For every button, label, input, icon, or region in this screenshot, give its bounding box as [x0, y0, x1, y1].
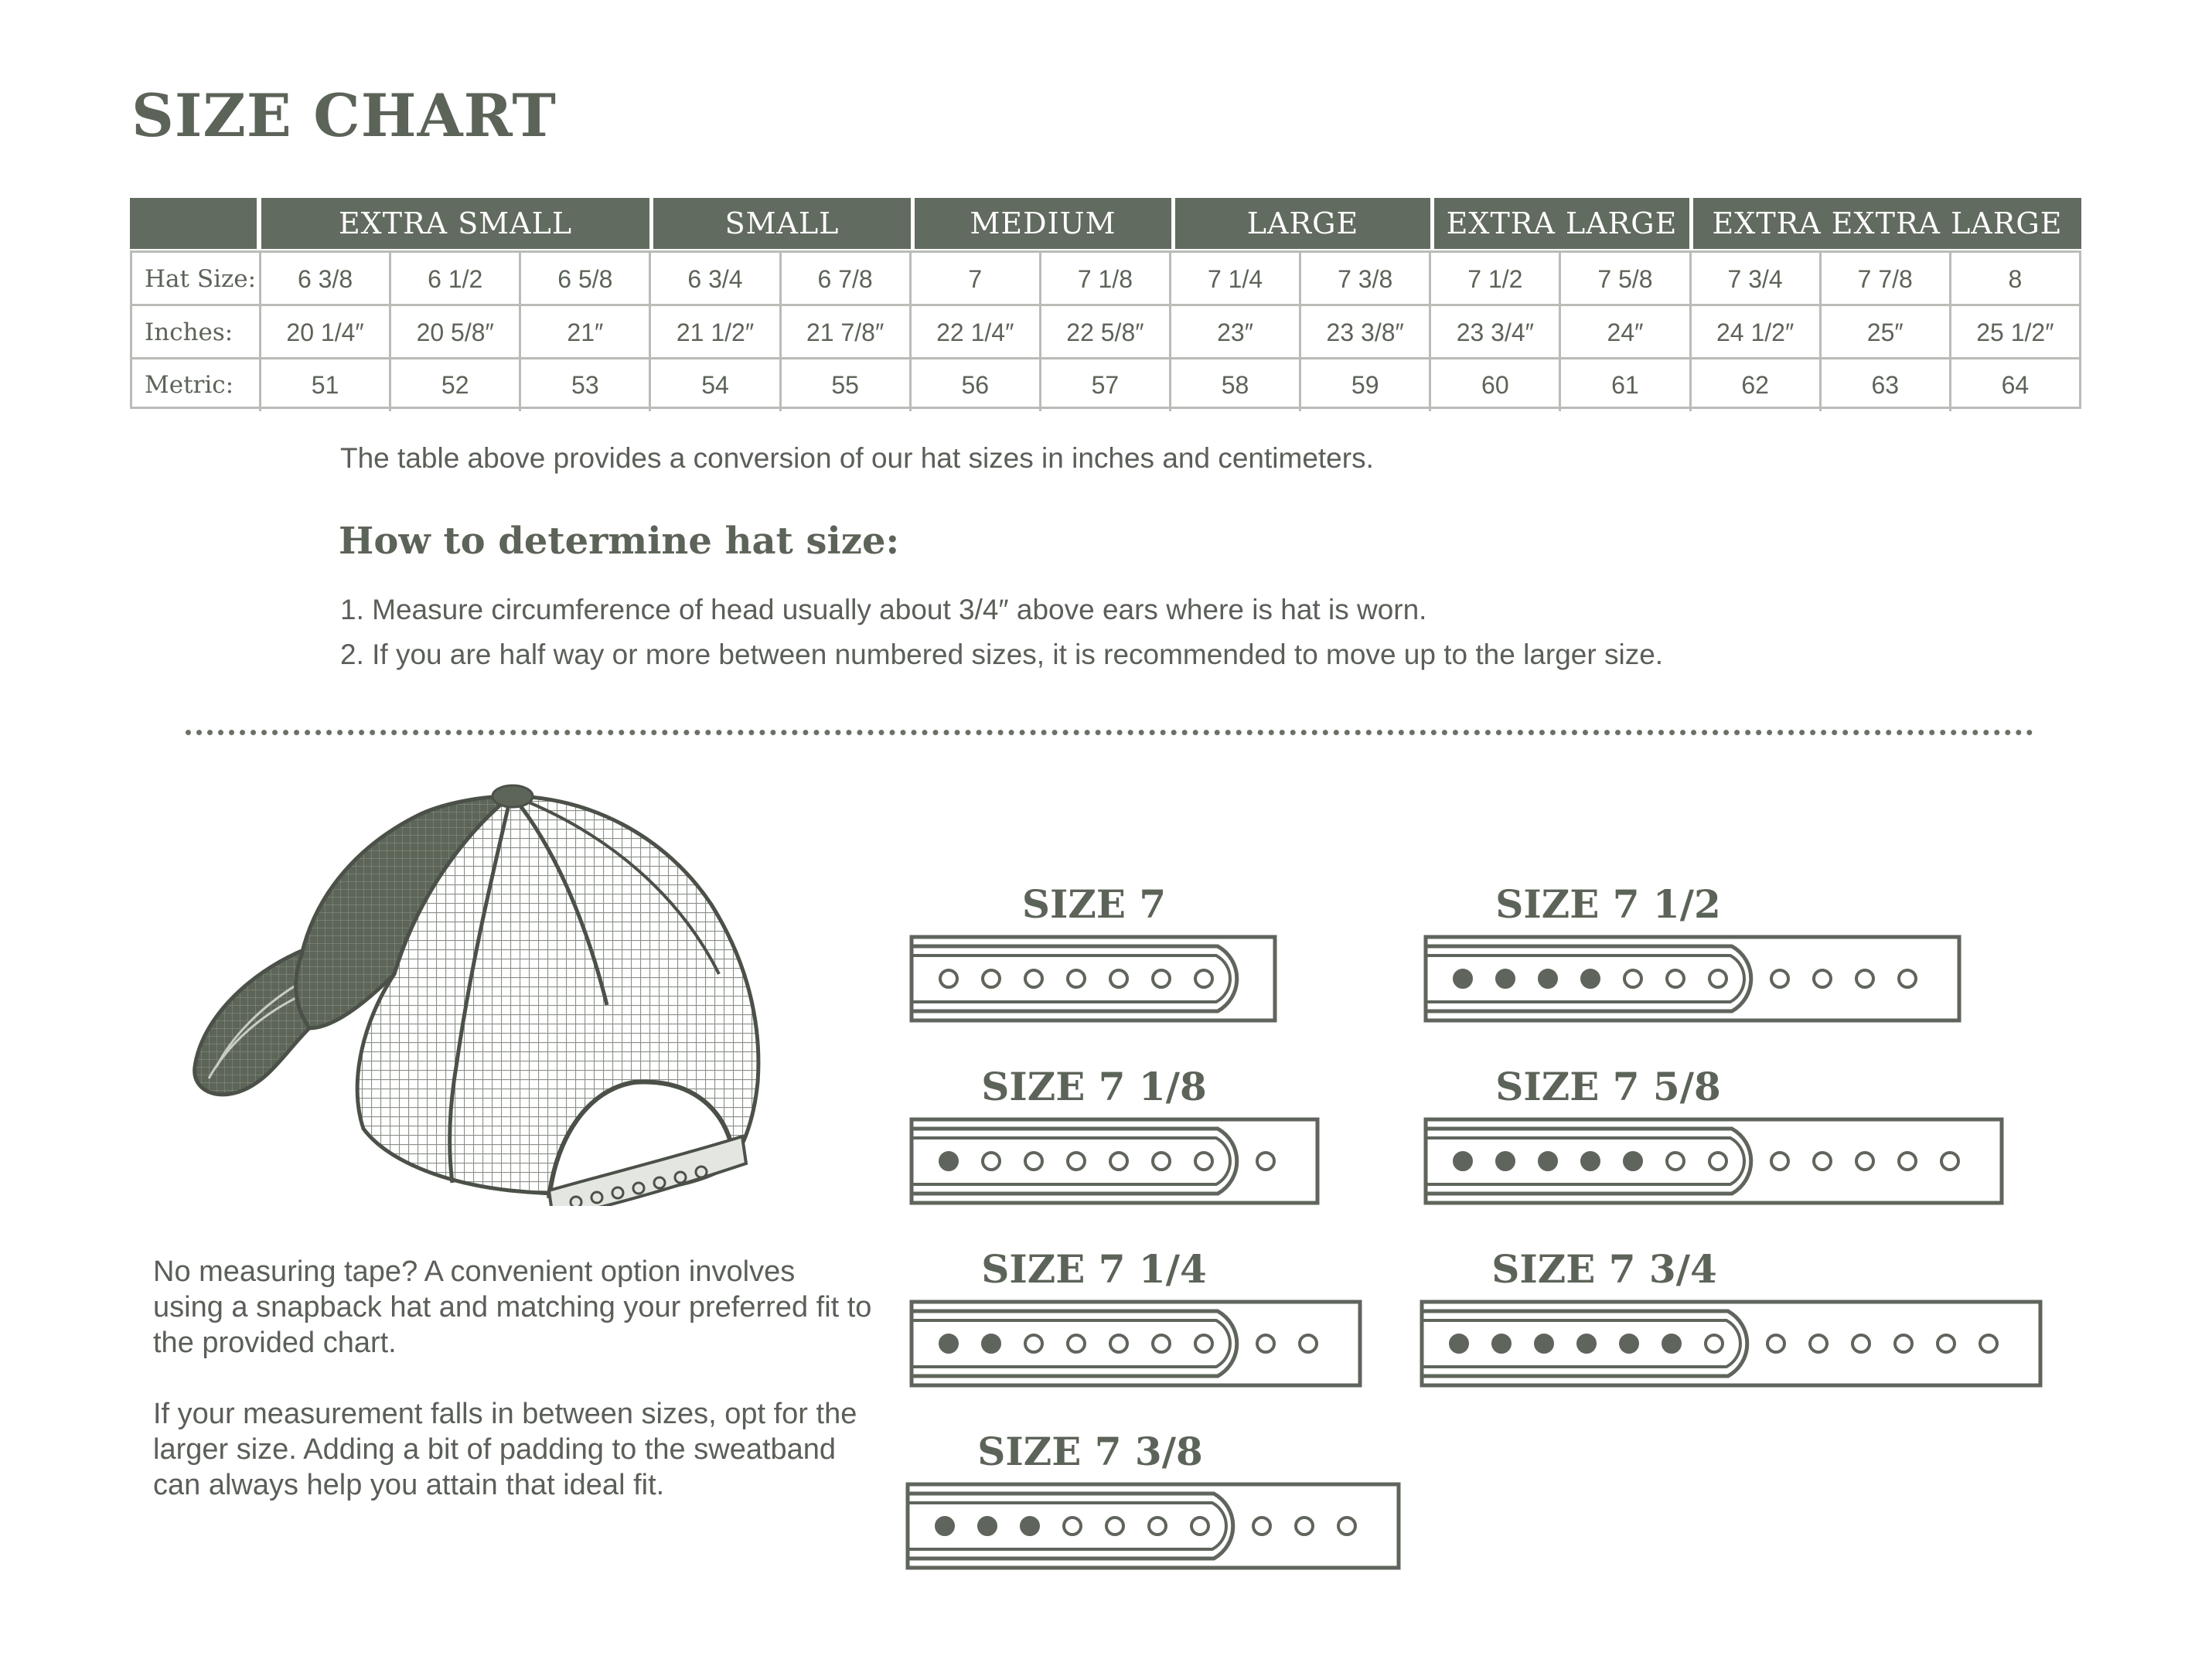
strap-hole-filled: [1624, 1153, 1641, 1170]
how-to-heading: How to determine hat size:: [339, 520, 900, 563]
strap-hole-filled: [1539, 970, 1556, 987]
table-cell: 56: [912, 359, 1041, 411]
strap-hole-filled: [1578, 1335, 1595, 1352]
strap-hole-filled: [1497, 970, 1514, 987]
table-cell: 23 3/8″: [1301, 306, 1431, 359]
table-cell: 23″: [1171, 306, 1301, 359]
strap-7: [1419, 1246, 2037, 1401]
strap-4: [905, 1429, 1396, 1583]
strap-hole-filled: [1021, 1518, 1038, 1535]
page-title: SIZE CHART: [131, 81, 557, 150]
group-large: LARGE: [1175, 198, 1430, 249]
strap-hole-outer: [1852, 1335, 1869, 1352]
table-cell: 63: [1822, 359, 1951, 411]
group-extra-large: EXTRA LARGE: [1434, 198, 1689, 249]
table-cell: 6 7/8: [782, 253, 912, 305]
table-cell: 7 3/4: [1692, 253, 1822, 305]
row-label: Inches:: [132, 306, 261, 359]
table-cell: 20 5/8″: [391, 306, 521, 359]
strap-hole-open: [1025, 1153, 1042, 1170]
table-cell: 6 5/8: [521, 253, 651, 305]
strap-hole-open: [1068, 970, 1085, 987]
strap-hole-open: [1195, 1153, 1212, 1170]
table-cell: 7: [912, 253, 1041, 305]
strap-hole-outer: [1338, 1518, 1355, 1535]
group-medium: MEDIUM: [915, 198, 1171, 249]
table-cell: 6 1/2: [391, 253, 521, 305]
strap-hole-outer: [1895, 1335, 1912, 1352]
cap-illustration: [186, 773, 781, 1206]
strap-hole-open: [1195, 970, 1212, 987]
table-cell: 64: [2001, 370, 2030, 399]
table-cell: 61: [1561, 359, 1691, 411]
strap-hole-open: [1110, 1153, 1127, 1170]
table-row-hat-size: [132, 253, 2079, 305]
strap-1: [908, 881, 1272, 1036]
strap-graphic: [905, 1481, 1403, 1574]
strap-hole-open: [940, 970, 957, 987]
strap-hole-outer: [1296, 1518, 1313, 1535]
strap-hole-outer: [1300, 1335, 1317, 1352]
table-cell: 7 3/8: [1301, 253, 1431, 305]
table-header-blank: [130, 198, 257, 249]
table-cell: 25″: [1822, 306, 1951, 359]
table-cell: 7 1/4: [1171, 253, 1301, 305]
strap-size-title: SIZE 7 1/8: [981, 1064, 1207, 1109]
strap-hole-outer: [1980, 1335, 1997, 1352]
strap-hole-filled: [1621, 1335, 1638, 1352]
table-cell: 53: [521, 359, 651, 411]
strap-hole-open: [983, 970, 1000, 987]
strap-graphic: [1423, 1116, 2006, 1209]
strap-size-title: SIZE 7 1/4: [981, 1246, 1207, 1292]
strap-3: [908, 1246, 1357, 1401]
strap-hole-filled: [1450, 1335, 1467, 1352]
strap-6: [1423, 1064, 1999, 1218]
strap-hole-filled: [1454, 970, 1471, 987]
strap-hole-open: [1025, 1335, 1042, 1352]
strap-hole-filled: [1535, 1335, 1552, 1352]
strap-hole-outer: [1767, 1335, 1784, 1352]
strap-hole-open: [983, 1153, 1000, 1170]
table-cell: 7 1/8: [1041, 253, 1171, 305]
table-cell: 7 5/8: [1561, 253, 1691, 305]
strap-hole-outer: [1253, 1518, 1270, 1535]
strap-graphic: [1419, 1299, 2045, 1392]
strap-hole-open: [1709, 970, 1726, 987]
strap-hole-filled: [1582, 970, 1599, 987]
table-cell: 21 1/2″: [651, 306, 781, 359]
group-small: SMALL: [653, 198, 911, 249]
strap-hole-open: [1709, 1153, 1726, 1170]
table-cell: 55: [782, 359, 912, 411]
strap-2: [908, 1064, 1314, 1218]
strap-hole-filled: [940, 1335, 957, 1352]
strap-hole-outer: [1941, 1153, 1958, 1170]
strap-hole-filled: [979, 1518, 996, 1535]
conversion-note: The table above provides a conversion of our hat sizes in inches and centimeters.: [340, 442, 1374, 474]
strap-hole-outer: [1856, 1153, 1873, 1170]
strap-hole-open: [1110, 1335, 1127, 1352]
strap-graphic: [908, 934, 1280, 1027]
table-cell: 54: [651, 359, 781, 411]
strap-hole-open: [1191, 1518, 1208, 1535]
table-cell: 7 7/8: [1822, 253, 1951, 305]
table-cell: 24 1/2″: [1692, 306, 1822, 359]
strap-hole-filled: [1497, 1153, 1514, 1170]
table-cell: 25 1/2″: [1976, 318, 2054, 346]
strap-hole-outer: [1856, 970, 1873, 987]
how-to-step-1: 1. Measure circumference of head usually about 3/4″ above ears where is hat is worn.: [340, 594, 1427, 625]
table-row-inches: [132, 306, 2079, 359]
table-cell: 20 1/4″: [261, 306, 391, 359]
strap-hole-outer: [1771, 1153, 1788, 1170]
strap-hole-open: [1153, 1335, 1170, 1352]
strap-hole-open: [1068, 1335, 1085, 1352]
dotted-divider: [186, 730, 2033, 735]
strap-hole-outer: [1771, 970, 1788, 987]
row-label: Hat Size:: [132, 253, 261, 305]
strap-hole-open: [1667, 970, 1684, 987]
group-extra-small: EXTRA SMALL: [261, 198, 649, 249]
strap-5: [1423, 881, 1956, 1036]
strap-size-title: SIZE 7 1/2: [1495, 881, 1721, 927]
table-cell: 59: [1301, 359, 1431, 411]
strap-size-title: SIZE 7: [1021, 881, 1167, 927]
table-cell: 22 1/4″: [912, 306, 1041, 359]
group-extra-extra-large: EXTRA EXTRA LARGE: [1693, 198, 2081, 249]
strap-size-title: SIZE 7 3/8: [977, 1429, 1203, 1474]
strap-hole-open: [1110, 970, 1127, 987]
table-cell: 6 3/8: [261, 253, 391, 305]
strap-outer-band: [912, 1302, 1360, 1385]
table-grid: [130, 250, 2081, 409]
table-cell: 8: [2008, 264, 2023, 293]
table-cell: 62: [1692, 359, 1822, 411]
row-label: Metric:: [132, 359, 261, 411]
strap-hole-open: [1064, 1518, 1081, 1535]
table-cell: 7 1/2: [1431, 253, 1561, 305]
strap-hole-outer: [1938, 1335, 1955, 1352]
table-cell: 51: [261, 359, 391, 411]
table-cell: 23 3/4″: [1431, 306, 1561, 359]
table-cell: 6 3/4: [651, 253, 781, 305]
strap-hole-open: [1624, 970, 1641, 987]
how-to-step-2: 2. If you are half way or more between numbered sizes, it is recommended to move up to the larger size.: [340, 639, 1664, 670]
table-cell: 21″: [521, 306, 651, 359]
strap-hole-outer: [1899, 1153, 1916, 1170]
size-table: [130, 198, 2081, 410]
strap-hole-outer: [1814, 1153, 1831, 1170]
strap-graphic: [908, 1116, 1322, 1209]
strap-hole-outer: [1810, 1335, 1827, 1352]
strap-hole-outer: [1257, 1153, 1274, 1170]
strap-hole-open: [1106, 1518, 1123, 1535]
strap-graphic: [908, 1299, 1365, 1392]
strap-hole-outer: [1814, 970, 1831, 987]
strap-size-title: SIZE 7 5/8: [1495, 1064, 1721, 1109]
side-note-measuring-tape: No measuring tape? A convenient option involves using a snapback hat and matching your preferred fit to the provided chart.: [153, 1255, 872, 1359]
table-row-metric: [132, 359, 2079, 411]
strap-hole-open: [1667, 1153, 1684, 1170]
strap-hole-open: [1706, 1335, 1723, 1352]
strap-hole-outer: [1257, 1335, 1274, 1352]
table-cell: 24″: [1561, 306, 1691, 359]
side-note-between-sizes: If your measurement falls in between sizes, opt for the larger size. Adding a bit of padding to the sweatband can always help you attain that ideal fit.: [153, 1398, 857, 1501]
strap-hole-outer: [1899, 970, 1916, 987]
strap-hole-filled: [1663, 1335, 1680, 1352]
table-cell: 21 7/8″: [782, 306, 912, 359]
strap-hole-filled: [983, 1335, 1000, 1352]
strap-hole-open: [1068, 1153, 1085, 1170]
strap-hole-filled: [1493, 1335, 1510, 1352]
strap-size-title: SIZE 7 3/4: [1491, 1246, 1717, 1292]
table-cell: 60: [1431, 359, 1561, 411]
strap-graphic: [1423, 934, 1964, 1027]
strap-hole-filled: [936, 1518, 953, 1535]
strap-hole-filled: [1454, 1153, 1471, 1170]
strap-hole-open: [1195, 1335, 1212, 1352]
strap-hole-open: [1149, 1518, 1166, 1535]
table-cell: 52: [391, 359, 521, 411]
strap-hole-filled: [940, 1153, 957, 1170]
table-cell: 58: [1171, 359, 1301, 411]
table-cell: 22 5/8″: [1041, 306, 1171, 359]
table-cell: 57: [1041, 359, 1171, 411]
strap-hole-filled: [1582, 1153, 1599, 1170]
strap-hole-open: [1153, 970, 1170, 987]
strap-hole-filled: [1539, 1153, 1556, 1170]
strap-hole-open: [1153, 1153, 1170, 1170]
strap-hole-open: [1025, 970, 1042, 987]
